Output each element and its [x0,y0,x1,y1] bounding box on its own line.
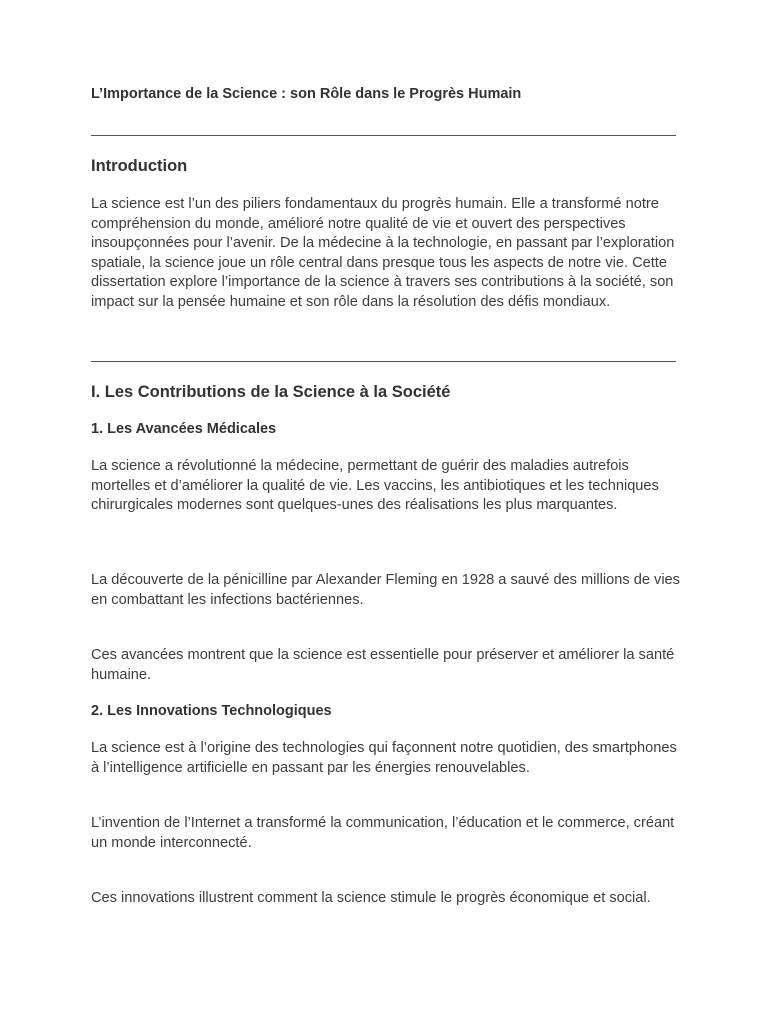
technology-paragraph-2: L’invention de l’Internet a transformé la communication, l’éducation et le commerce, créant un monde interconnecté. [91,815,675,851]
medical-paragraph-3: Ces avancées montrent que la science est essentielle pour préserver et améliorer la santé humaine. [91,647,675,683]
medical-paragraph-1: La science a révolutionné la médecine, permettant de guérir des maladies autrefois mortelles et d’améliorer la qualité de vie. Les vaccins, les antibiotiques et les techniques chirurgicales modernes sont quelques-unes des réalisations les plus marquantes. [91,458,659,514]
introduction-heading: Introduction [91,157,188,175]
technology-paragraph-1: La science est à l’origine des technologies qui façonnent notre quotidien, des smartphones à l’intelligence artificielle en passant par les énergies renouvelables. [91,740,677,776]
horizontal-divider [91,361,676,362]
horizontal-divider [91,135,676,136]
technology-paragraph-3: Ces innovations illustrent comment la science stimule le progrès économique et social. [91,890,651,906]
subsection-medical-heading: 1. Les Avancées Médicales [91,421,277,437]
introduction-paragraph: La science est l’un des piliers fondamentaux du progrès humain. Elle a transformé notre compréhension du monde, amélioré notre qualité de vie et ouvert des perspectives insoupçonnées pour l’avenir. De la médecine à la technologie, en passant par l’exploration spatiale, la science joue un rôle central dans presque tous les aspects de notre vie. Cette dissertation explore l’importance de la science à travers ses contributions à la société, son impact sur la pensée humaine et son rôle dans la résolution des défis mondiaux. [91,196,675,310]
document-title: L’Importance de la Science : son Rôle dans le Progrès Humain [91,86,522,102]
subsection-technology-heading: 2. Les Innovations Technologiques [91,703,332,719]
medical-paragraph-2: La découverte de la pénicilline par Alexander Fleming en 1928 a sauvé des millions de vies en combattant les infections bactériennes. [91,572,680,608]
section-1-heading: I. Les Contributions de la Science à la Société [91,383,451,401]
